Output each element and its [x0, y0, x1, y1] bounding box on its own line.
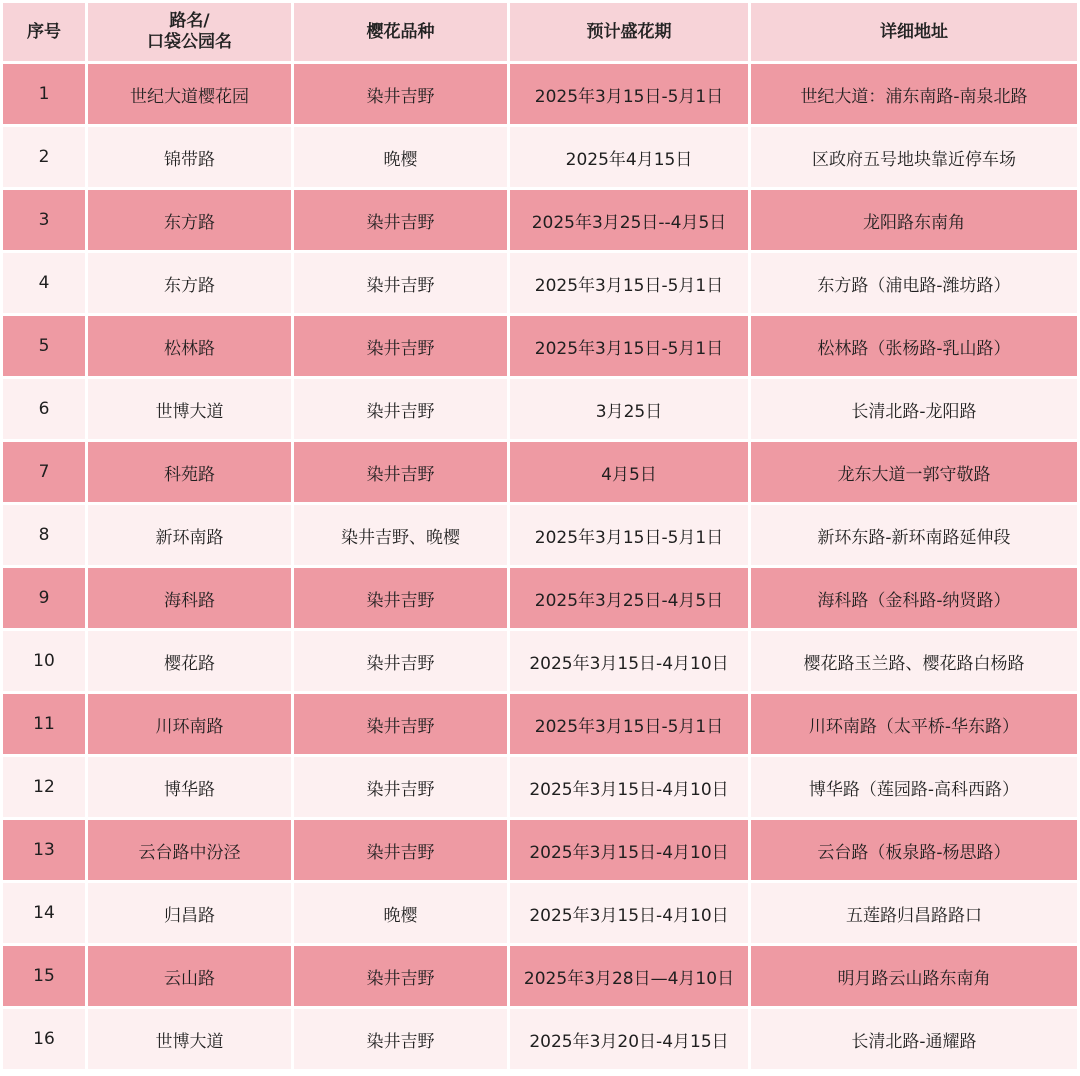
cell-bloom-period: 4月5日: [510, 442, 748, 502]
cell-road-name: 博华路: [88, 757, 291, 817]
cell-address: 东方路（浦电路-潍坊路）: [751, 253, 1077, 313]
cell-road-name: 世纪大道樱花园: [88, 64, 291, 124]
table-row: [3, 946, 1077, 1006]
header-address: 详细地址: [751, 3, 1077, 61]
table-row: [3, 316, 1077, 376]
table-row: [3, 379, 1077, 439]
table-row: [3, 64, 1077, 124]
header-index: 序号: [3, 3, 85, 61]
table-row: [3, 127, 1077, 187]
cell-address: 明月路云山路东南角: [751, 946, 1077, 1006]
cell-address: 松林路（张杨路-乳山路）: [751, 316, 1077, 376]
cell-road-name: 樱花路: [88, 631, 291, 691]
cell-bloom-period: 2025年3月28日—4月10日: [510, 946, 748, 1006]
cell-bloom-period: 2025年3月25日--4月5日: [510, 190, 748, 250]
cell-variety: 染井吉野: [294, 1009, 507, 1069]
cell-bloom-period: 2025年3月15日-4月10日: [510, 820, 748, 880]
cell-road-name: 东方路: [88, 253, 291, 313]
cell-variety: 晚樱: [294, 883, 507, 943]
header-road-name-line2: 口袋公园名: [147, 32, 232, 52]
cell-bloom-period: 2025年3月15日-4月10日: [510, 631, 748, 691]
cell-index: 13: [3, 820, 85, 880]
cell-road-name: 东方路: [88, 190, 291, 250]
cell-bloom-period: 2025年3月15日-5月1日: [510, 64, 748, 124]
cell-bloom-period: 2025年3月15日-4月10日: [510, 883, 748, 943]
cell-variety: 染井吉野: [294, 568, 507, 628]
cell-bloom-period: 2025年3月15日-5月1日: [510, 694, 748, 754]
cell-index: 2: [3, 127, 85, 187]
cell-index: 6: [3, 379, 85, 439]
cell-address: 区政府五号地块靠近停车场: [751, 127, 1077, 187]
cell-index: 14: [3, 883, 85, 943]
table-row: [3, 883, 1077, 943]
cell-variety: 晚樱: [294, 127, 507, 187]
header-road-name: [88, 3, 291, 61]
cell-road-name: 科苑路: [88, 442, 291, 502]
cell-index: 3: [3, 190, 85, 250]
table-row: [3, 253, 1077, 313]
cell-road-name: 川环南路: [88, 694, 291, 754]
cell-address: 长清北路-龙阳路: [751, 379, 1077, 439]
cell-index: 16: [3, 1009, 85, 1069]
table-row: [3, 190, 1077, 250]
table-row: [3, 631, 1077, 691]
cell-road-name: 世博大道: [88, 379, 291, 439]
cell-index: 9: [3, 568, 85, 628]
table-header: [3, 3, 1077, 61]
cell-variety: 染井吉野: [294, 379, 507, 439]
cell-road-name: 归昌路: [88, 883, 291, 943]
cell-index: 11: [3, 694, 85, 754]
table-row: [3, 505, 1077, 565]
cell-address: 博华路（莲园路-高科西路）: [751, 757, 1077, 817]
cell-bloom-period: 2025年3月25日-4月5日: [510, 568, 748, 628]
cell-address: 海科路（金科路-纳贤路）: [751, 568, 1077, 628]
cell-address: 世纪大道：浦东南路-南泉北路: [751, 64, 1077, 124]
cell-address: 长清北路-通耀路: [751, 1009, 1077, 1069]
cell-road-name: 云山路: [88, 946, 291, 1006]
cell-bloom-period: 2025年3月20日-4月15日: [510, 1009, 748, 1069]
table-row: [3, 442, 1077, 502]
cell-variety: 染井吉野: [294, 253, 507, 313]
cell-variety: 染井吉野: [294, 316, 507, 376]
cell-variety: 染井吉野: [294, 757, 507, 817]
cell-address: 五莲路归昌路路口: [751, 883, 1077, 943]
cell-road-name: 海科路: [88, 568, 291, 628]
cell-address: 新环东路-新环南路延伸段: [751, 505, 1077, 565]
cell-variety: 染井吉野: [294, 442, 507, 502]
cell-bloom-period: 2025年3月15日-5月1日: [510, 253, 748, 313]
cell-variety: 染井吉野: [294, 190, 507, 250]
table-row: [3, 757, 1077, 817]
cell-index: 7: [3, 442, 85, 502]
cell-bloom-period: 2025年3月15日-5月1日: [510, 505, 748, 565]
cell-variety: 染井吉野: [294, 631, 507, 691]
cell-road-name: 世博大道: [88, 1009, 291, 1069]
cell-address: 樱花路玉兰路、樱花路白杨路: [751, 631, 1077, 691]
header-road-name-line1: 路名/: [169, 11, 210, 31]
cell-bloom-period: 2025年4月15日: [510, 127, 748, 187]
cell-variety: 染井吉野、晚樱: [294, 505, 507, 565]
cell-address: 云台路（板泉路-杨思路）: [751, 820, 1077, 880]
cell-bloom-period: 3月25日: [510, 379, 748, 439]
cell-address: 龙阳路东南角: [751, 190, 1077, 250]
cell-address: 龙东大道一郭守敬路: [751, 442, 1077, 502]
cell-index: 10: [3, 631, 85, 691]
cell-index: 15: [3, 946, 85, 1006]
header-bloom-period: 预计盛花期: [510, 3, 748, 61]
cell-index: 12: [3, 757, 85, 817]
cell-index: 4: [3, 253, 85, 313]
table-row: [3, 1009, 1077, 1069]
cell-index: 5: [3, 316, 85, 376]
table-body: [3, 64, 1077, 1069]
cell-bloom-period: 2025年3月15日-5月1日: [510, 316, 748, 376]
table-row: [3, 820, 1077, 880]
cell-address: 川环南路（太平桥-华东路）: [751, 694, 1077, 754]
cell-variety: 染井吉野: [294, 946, 507, 1006]
cell-variety: 染井吉野: [294, 64, 507, 124]
cell-road-name: 松林路: [88, 316, 291, 376]
header-row: [3, 3, 1077, 61]
table-row: [3, 694, 1077, 754]
cell-variety: 染井吉野: [294, 694, 507, 754]
cell-road-name: 锦带路: [88, 127, 291, 187]
table-row: [3, 568, 1077, 628]
cell-road-name: 云台路中汾泾: [88, 820, 291, 880]
cell-variety: 染井吉野: [294, 820, 507, 880]
cell-index: 1: [3, 64, 85, 124]
cell-bloom-period: 2025年3月15日-4月10日: [510, 757, 748, 817]
cell-road-name: 新环南路: [88, 505, 291, 565]
cell-index: 8: [3, 505, 85, 565]
header-variety: 樱花品种: [294, 3, 507, 61]
